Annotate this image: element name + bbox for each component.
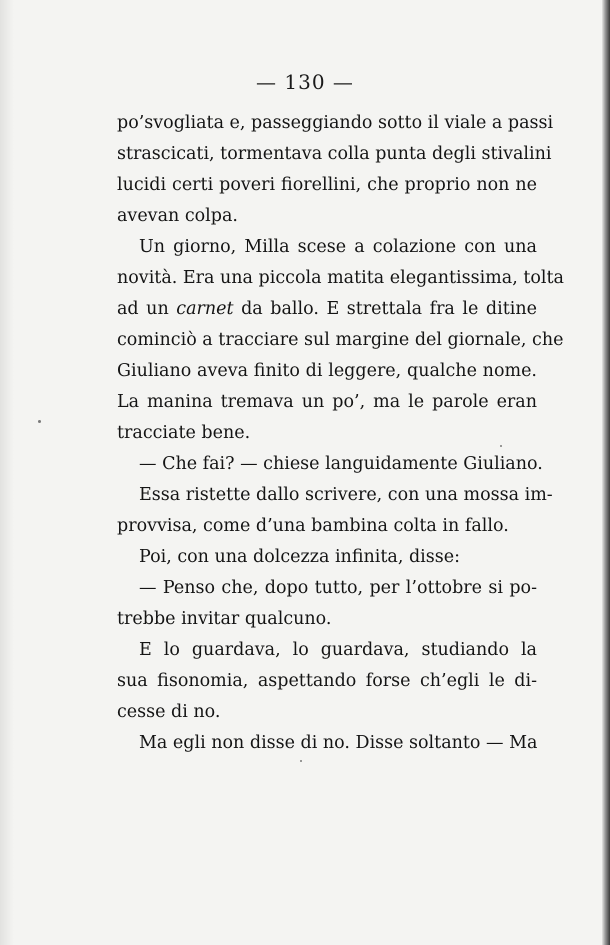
body-text [117,108,564,759]
text-line: Poi, con una dolcezza infinita, disse: [139,547,460,567]
text-line: — Che fai? — chiese languidamente Giuliano. [139,454,543,474]
text-line: avevan colpa. [117,206,238,226]
text-line: tracciate bene. [117,423,251,443]
text-line: cesse di no. [117,702,221,722]
text-line: trebbe invitar qualcuno. [117,609,332,629]
text-line: E lo guardava, lo guardava, studiando la [139,640,537,660]
paper-speck [500,445,502,447]
text-line: sua fisonomia, aspettando forse ch’egli le di- [117,671,537,691]
paper-speck [38,420,41,423]
paper-speck [300,760,302,762]
text-line: cominciò a tracciare sul margine del giornale, che [117,330,564,350]
page-edge-shadow [602,0,610,945]
text-line: novità. Era una piccola matita elegantissima, tolta [117,268,564,288]
text-line: lucidi certi poveri fiorellini, che proprio non ne [117,175,537,195]
text-line: Essa ristette dallo scrivere, con una mossa im- [139,485,553,505]
text-line: po’svogliata e, passeggiando sotto il viale a passi [117,113,554,133]
text-line: provvisa, come d’una bambina colta in fallo. [117,516,509,536]
text-line: — Penso che, dopo tutto, per l’ottobre si po- [139,578,537,598]
text-line: Ma egli non disse di no. Disse soltanto — Ma [139,733,538,753]
text-line: strascicati, tormentava colla punta degli stivalini [117,144,552,164]
text-line: Giuliano aveva finito di leggere, qualche nome. [117,361,537,381]
text-line: ad un carnet da ballo. E strettala fra le ditine [117,299,537,319]
text-line: Un giorno, Milla scese a colazione con una [139,237,537,257]
page-gutter-shade [0,0,14,945]
page-number: — 130 — [256,70,354,94]
text-line: La manina tremava un po’, ma le parole eran [117,392,537,412]
